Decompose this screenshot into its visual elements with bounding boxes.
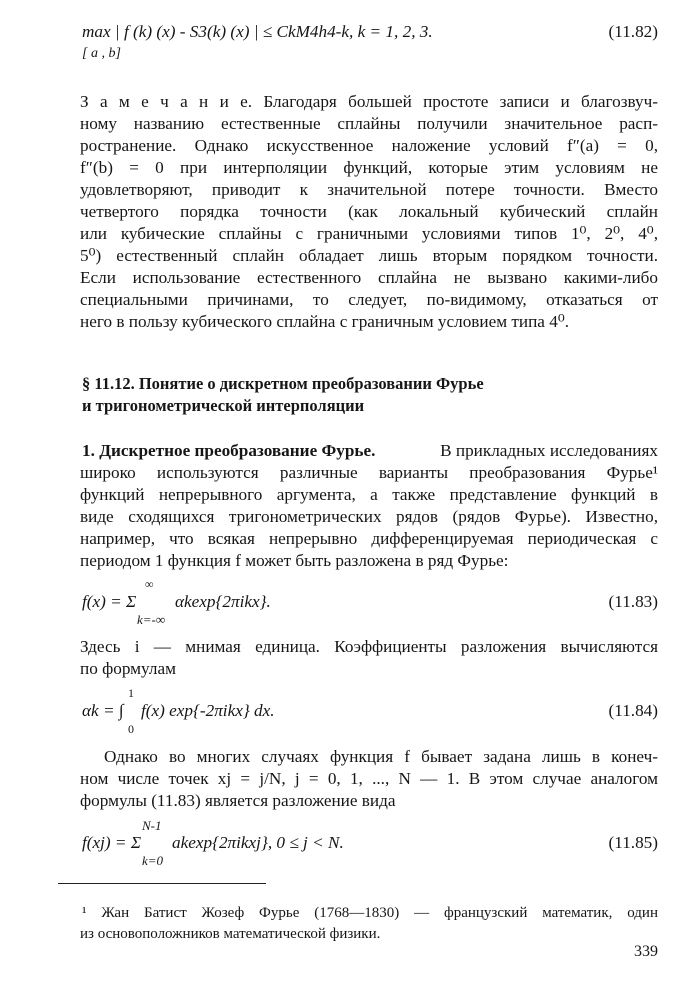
equation-number-11-84: (11.84) [608,701,658,720]
remark-line: или кубические сплайны с граничными условиями типов 1⁰, 2⁰, 4⁰, [80,224,658,243]
equation-number-11-82: (11.82) [608,22,658,41]
equation-number-11-83: (11.83) [608,592,658,611]
paragraph-line: формулы (11.83) является разложение вида [80,791,396,810]
subsection-line: периодом 1 функция f может быть разложена в ряд Фурье: [80,551,509,570]
equation-11-85-lhs: f(xj) = Σ [82,833,142,852]
subsection-first-line [82,440,658,462]
equation-11-83-body: αkexp{2πikx}. [175,592,271,611]
remark-line: удовлетворяют, приводит к значительной потере точности. Вместо [80,180,658,199]
remark-line: ному названию естественные сплайны получили значительное расп- [80,114,658,133]
equation-11-82: max | f (k) (x) - S3(k) (x) | ≤ CkM4h4-k, k = 1, 2, 3. [82,22,433,41]
remark-line: З а м е ч а н и е. Благодаря большей простоте записи и благозвуч- [80,92,658,111]
subsection-text: В прикладных исследованиях [440,441,658,460]
subsection-title: 1. Дискретное преобразование Фурье. [82,441,376,460]
paragraph-line: по формулам [80,659,176,678]
paragraph-line: Однако во многих случаях функция f бывает задана лишь в конеч- [104,747,658,766]
sum-lower-limit: k=-∞ [137,612,166,627]
equation-11-85-body: akexp{2πikxj}, 0 ≤ j < N. [172,833,344,852]
equation-11-84-body: f(x) exp{-2πikx} dx. [141,701,275,720]
remark-line: него в пользу кубического сплайна с граничным условием типа 4⁰. [80,312,570,331]
subsection-line: виде сходящихся тригонометрических рядов (рядов Фурье). Известно, [80,507,658,526]
footnote-line: из основоположников математической физики. [80,926,381,942]
subsection-line: функций непрерывного аргумента, а также представление функций в [80,485,658,504]
integral-upper-limit: 1 [128,686,134,700]
remark-line: Если использование естественного сплайна не вызвано какими-либо [80,268,658,287]
remark-line: f″(b) = 0 при интерполяции функций, которые этим условиям не [80,158,658,177]
footnote-rule [58,883,266,884]
remark-line: 5⁰) естественный сплайн обладает лишь вторым порядком точности. [80,246,658,265]
sum-upper-limit: N-1 [142,818,162,833]
equation-11-84-lhs: αk = ∫ [82,701,124,720]
equation-number-11-85: (11.85) [608,833,658,852]
sum-lower-limit: k=0 [142,853,164,868]
section-heading-continued: и тригонометрической интерполяции [82,396,365,415]
equation-11-83-lhs: f(x) = Σ [82,592,137,611]
equation-11-82-range: [ a , b] [82,46,121,61]
footnote-line: ¹ Жан Батист Жозеф Фурье (1768—1830) — французский математик, один [82,905,658,921]
page-number: 339 [634,943,658,960]
remark-line: ространение. Однако искусственное наложение условий f″(a) = 0, [80,136,658,155]
sum-upper-limit: ∞ [145,577,154,591]
paragraph-line: Здесь i — мнимая единица. Коэффициенты разложения вычисляются [80,637,658,656]
paragraph-line: ном числе точек xj = j/N, j = 0, 1, ..., N — 1. В этом случае аналогом [80,769,658,788]
integral-lower-limit: 0 [128,722,134,736]
remark-line: специальными причинами, то следует, по-видимому, отказаться от [80,290,658,309]
subsection-line: например, что всякая непрерывно дифференцируемая периодическая с [80,529,658,548]
remark-line: четвертого порядка точности (как локальный кубический сплайн [80,202,658,221]
subsection-line: широко используются различные варианты преобразования Фурье¹ [80,463,658,482]
section-heading: § 11.12. Понятие о дискретном преобразовании Фурье [82,374,484,393]
